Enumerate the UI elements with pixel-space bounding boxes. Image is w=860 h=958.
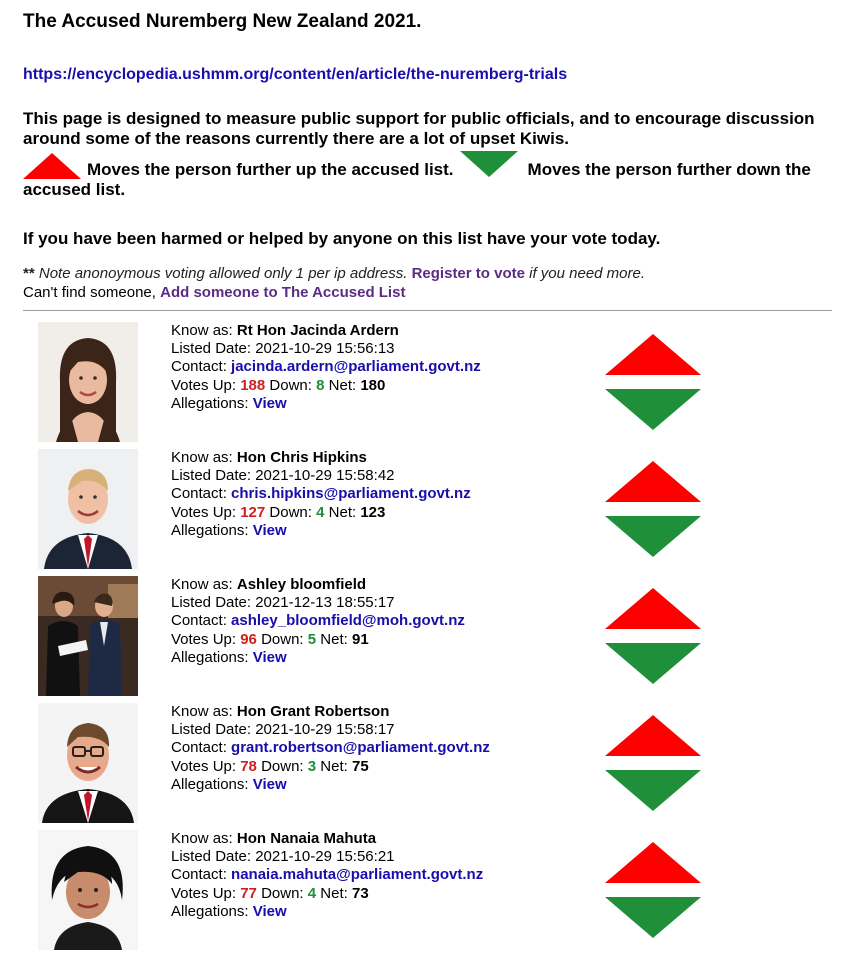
allegations-label: Allegations: xyxy=(171,902,249,920)
accused-row xyxy=(23,576,833,696)
listed-date: 2021-10-29 15:58:42 xyxy=(255,467,395,485)
person-info xyxy=(171,576,465,667)
person-name: Hon Grant Robertson xyxy=(236,703,390,720)
vote-up-button[interactable] xyxy=(605,334,701,375)
listed-date-label: Listed Date: xyxy=(171,848,252,866)
person-info xyxy=(171,322,481,413)
net-label: Net: xyxy=(320,884,348,902)
accused-row xyxy=(23,322,833,442)
listed-date-label: Listed Date: xyxy=(171,467,252,485)
person-name: Hon Chris Hipkins xyxy=(236,449,367,466)
contact-label: Contact: xyxy=(171,485,227,503)
votes-down-count: 4 xyxy=(307,884,317,902)
vote-down-button[interactable] xyxy=(605,897,701,938)
view-allegations-link[interactable]: View xyxy=(252,902,287,920)
votes-up-count: 77 xyxy=(240,884,257,902)
contact-email-link[interactable]: ashley_bloomfield@moh.govt.nz xyxy=(231,612,465,630)
contact-email-link[interactable]: nanaia.mahuta@parliament.govt.nz xyxy=(231,866,484,884)
known-as-line xyxy=(171,703,490,721)
votes-up-label: Votes Up: xyxy=(171,630,237,648)
listed-date-line xyxy=(171,467,471,485)
add-someone-link[interactable]: Add someone to The Accused List xyxy=(160,284,406,301)
net-label: Net: xyxy=(328,503,357,521)
green-down-triangle-icon xyxy=(460,151,518,177)
vote-up-button[interactable] xyxy=(605,842,701,883)
view-allegations-link[interactable]: View xyxy=(252,521,287,539)
person-photo xyxy=(38,703,138,823)
person-photo xyxy=(38,576,138,696)
vote-down-button[interactable] xyxy=(605,389,701,430)
accused-row xyxy=(23,830,833,950)
known-as-label: Know as: xyxy=(171,703,233,720)
page-title: The Accused Nuremberg New Zealand 2021. xyxy=(23,11,422,32)
listed-date: 2021-10-29 15:56:21 xyxy=(255,848,395,866)
note-asterisks: ** xyxy=(23,265,35,282)
note-text: Note anonoymous voting allowed only 1 per ip address. xyxy=(38,265,408,282)
find-text: Can't find someone, xyxy=(23,284,156,301)
contact-line xyxy=(171,612,465,630)
contact-label: Contact: xyxy=(171,866,227,884)
nuremberg-trials-link[interactable]: https://encyclopedia.ushmm.org/content/en/article/the-nuremberg-trials xyxy=(23,66,568,83)
divider xyxy=(23,310,832,311)
votes-line xyxy=(171,758,490,776)
person-info xyxy=(171,830,483,921)
vote-down-button[interactable] xyxy=(605,770,701,811)
contact-line xyxy=(171,485,471,503)
vote-down-button[interactable] xyxy=(605,516,701,557)
intro-text: This page is designed to measure public support for public officials, and to encourage discussion around some of the reasons currently there are a lot of upset Kiwis. xyxy=(23,109,815,148)
net-label: Net: xyxy=(328,376,357,394)
contact-line xyxy=(171,739,490,757)
listed-date: 2021-10-29 15:58:17 xyxy=(255,721,395,739)
vote-up-button[interactable] xyxy=(605,588,701,629)
note-suffix: if you need more. xyxy=(529,265,646,282)
known-as-line xyxy=(171,322,481,340)
red-up-triangle-icon xyxy=(23,153,81,179)
votes-down-label: Down: xyxy=(261,630,304,648)
listed-date-line xyxy=(171,721,490,739)
listed-date-label: Listed Date: xyxy=(171,721,252,739)
contact-email-link[interactable]: chris.hipkins@parliament.govt.nz xyxy=(231,485,471,503)
vote-up-button[interactable] xyxy=(605,715,701,756)
listed-date-line xyxy=(171,340,481,358)
votes-line xyxy=(171,377,481,395)
vote-legend xyxy=(23,151,833,200)
listed-date-label: Listed Date: xyxy=(171,594,252,612)
view-allegations-link[interactable]: View xyxy=(252,648,287,666)
votes-down-count: 4 xyxy=(316,503,325,521)
net-label: Net: xyxy=(320,757,348,775)
register-to-vote-link[interactable]: Register to vote xyxy=(411,265,525,282)
allegations-label: Allegations: xyxy=(171,648,249,666)
contact-label: Contact: xyxy=(171,612,227,630)
contact-label: Contact: xyxy=(171,739,227,757)
allegations-label: Allegations: xyxy=(171,521,249,539)
view-allegations-link[interactable]: View xyxy=(252,775,287,793)
accused-row xyxy=(23,449,833,569)
net-count: 123 xyxy=(360,503,386,521)
person-photo xyxy=(38,830,138,950)
known-as-label: Know as: xyxy=(171,830,233,847)
known-as-label: Know as: xyxy=(171,449,233,466)
votes-up-label: Votes Up: xyxy=(171,503,237,521)
votes-down-label: Down: xyxy=(269,503,312,521)
votes-up-count: 78 xyxy=(240,757,257,775)
votes-line xyxy=(171,885,483,903)
person-photo xyxy=(38,322,138,442)
person-info xyxy=(171,703,490,794)
listed-date-label: Listed Date: xyxy=(171,340,252,358)
contact-email-link[interactable]: jacinda.ardern@parliament.govt.nz xyxy=(231,358,481,376)
known-as-label: Know as: xyxy=(171,576,233,593)
person-name: Hon Nanaia Mahuta xyxy=(236,830,377,847)
known-as-line xyxy=(171,830,483,848)
person-photo xyxy=(38,449,138,569)
net-count: 75 xyxy=(351,757,369,775)
known-as-label: Know as: xyxy=(171,322,233,339)
votes-down-label: Down: xyxy=(261,757,304,775)
known-as-line xyxy=(171,576,465,594)
allegations-line xyxy=(171,649,465,667)
listed-date-line xyxy=(171,848,483,866)
contact-line xyxy=(171,358,481,376)
votes-up-count: 188 xyxy=(240,376,266,394)
votes-line xyxy=(171,504,471,522)
known-as-line xyxy=(171,449,471,467)
votes-line xyxy=(171,631,465,649)
listed-date: 2021-12-13 18:55:17 xyxy=(255,594,395,612)
allegations-line xyxy=(171,903,483,921)
find-someone-line xyxy=(23,284,405,301)
contact-email-link[interactable]: grant.robertson@parliament.govt.nz xyxy=(231,739,490,757)
listed-date: 2021-10-29 15:56:13 xyxy=(255,340,395,358)
allegations-line xyxy=(171,522,471,540)
votes-up-label: Votes Up: xyxy=(171,884,237,902)
allegations-line xyxy=(171,395,481,413)
allegations-label: Allegations: xyxy=(171,394,249,412)
votes-down-count: 5 xyxy=(307,630,317,648)
votes-up-label: Votes Up: xyxy=(171,757,237,775)
person-name: Rt Hon Jacinda Ardern xyxy=(236,322,399,339)
votes-down-label: Down: xyxy=(261,884,304,902)
view-allegations-link[interactable]: View xyxy=(252,394,287,412)
votes-up-count: 96 xyxy=(240,630,257,648)
votes-down-count: 3 xyxy=(307,757,317,775)
votes-down-count: 8 xyxy=(316,376,325,394)
votes-up-count: 127 xyxy=(240,503,266,521)
net-count: 91 xyxy=(351,630,369,648)
vote-down-button[interactable] xyxy=(605,643,701,684)
allegations-label: Allegations: xyxy=(171,775,249,793)
votes-up-label: Votes Up: xyxy=(171,376,237,394)
votes-down-label: Down: xyxy=(269,376,312,394)
contact-label: Contact: xyxy=(171,358,227,376)
net-count: 73 xyxy=(351,884,369,902)
listed-date-line xyxy=(171,594,465,612)
vote-up-button[interactable] xyxy=(605,461,701,502)
allegations-line xyxy=(171,776,490,794)
net-count: 180 xyxy=(360,376,386,394)
person-info xyxy=(171,449,471,540)
net-label: Net: xyxy=(320,630,348,648)
accused-row xyxy=(23,703,833,823)
person-name: Ashley bloomfield xyxy=(236,576,367,593)
vote-call-to-action: If you have been harmed or helped by anyone on this list have your vote today. xyxy=(23,229,661,248)
legend-down-text: Moves the person further down the accused list. xyxy=(23,160,811,199)
contact-line xyxy=(171,866,483,884)
voting-note xyxy=(23,265,645,282)
legend-up-text: Moves the person further up the accused list. xyxy=(87,160,454,179)
